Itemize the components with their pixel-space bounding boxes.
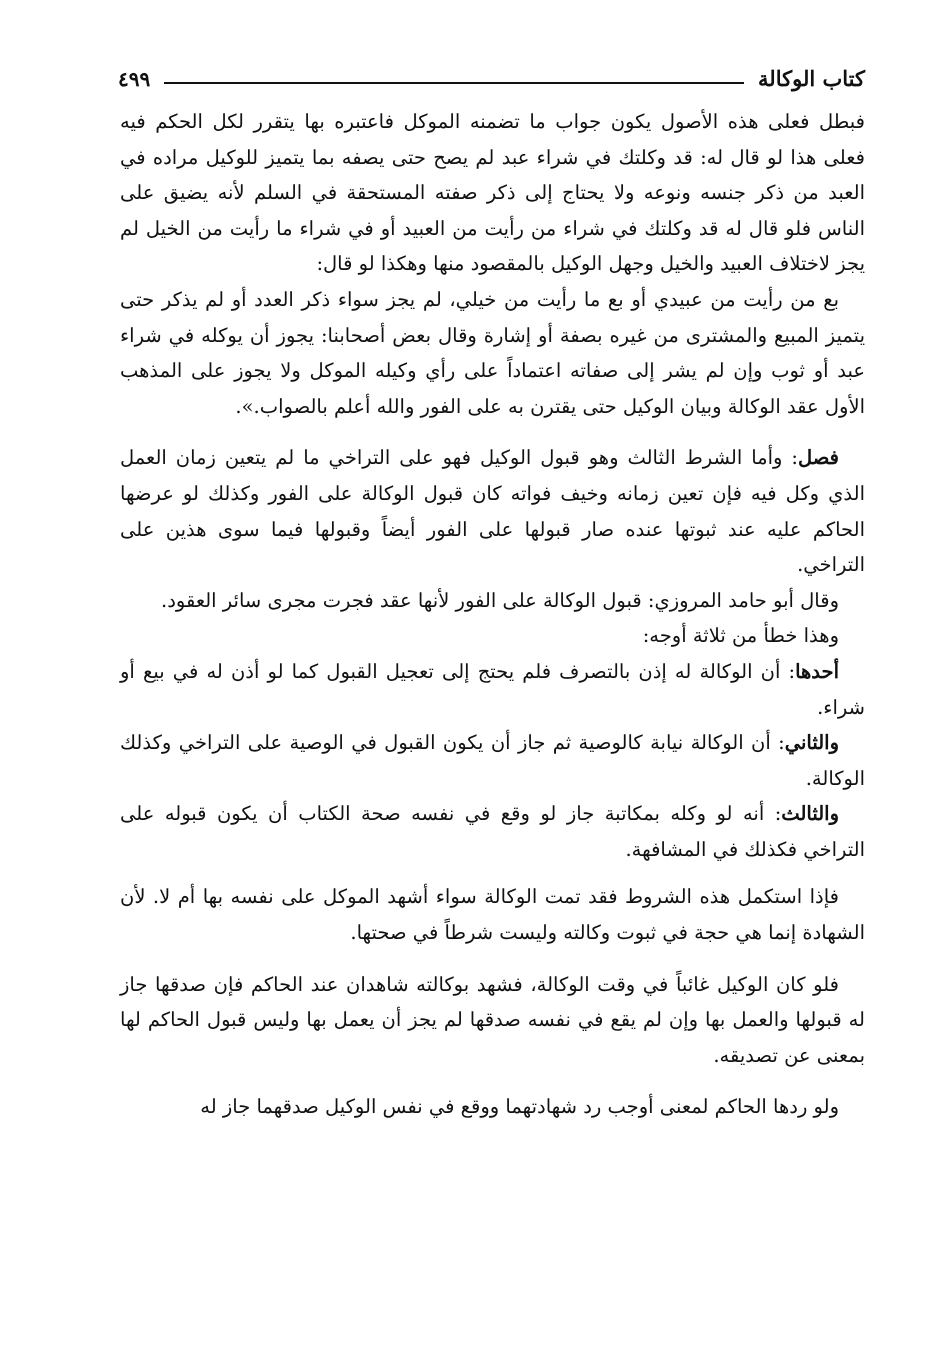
header-rule [164, 82, 744, 84]
paragraph [120, 1089, 865, 1125]
paragraph-text: فلو كان الوكيل غائباً في وقت الوكالة، فشهد بوكالته شاهدان عند الحاكم فإن صدقها جاز له قبولها والعمل بها وإن لم يقع في نفسه صدقها لم يجز أن يعمل بها وليس قبول الحاكم لها بمعنى عن تصديقه. [120, 972, 865, 1067]
paragraph [120, 104, 865, 282]
paragraph [120, 618, 865, 654]
point-paragraph [120, 725, 865, 796]
paragraph [120, 282, 865, 424]
section-keyword: فصل [798, 446, 839, 470]
paragraph [120, 583, 865, 619]
page-number: ٤٩٩ [118, 67, 151, 91]
paragraph [120, 879, 865, 950]
point-keyword: أحدها [795, 659, 839, 683]
point-keyword: والثاني [784, 731, 839, 755]
paragraph-text: وقال أبو حامد المروزي: قبول الوكالة على الفور لأنها عقد فجرت مجرى سائر العقود. [161, 588, 839, 612]
running-title: كتاب الوكالة [758, 66, 865, 91]
paragraph-text: ولو ردها الحاكم لمعنى أوجب رد شهادتهما ووقع في نفس الوكيل صدقهما جاز له [200, 1095, 839, 1119]
paragraph-text: فبطل فعلى هذه الأصول يكون جواب ما تضمنه الموكل فاعتبره بها يتقرر لكل الحكم فيه فعلى هذا لو قال له: قد وكلتك في شراء عبد لم يصح حتى يصفه بما يتميز للوكيل مراده في العبد من ذكر جنسه ونوعه ولا يحتاج إلى ذكر صفته المستحقة في السلم لأنه يضيق على الناس فلو قال له قد وكلتك في شراء من رأيت من العبيد أو في شراء ما رأيت من الخيل لم يجز لاختلاف العبيد والخيل وجهل الوكيل بالمقصود منها وهكذا لو قال: [120, 110, 865, 276]
paragraph-text: : وأما الشرط الثالث وهو قبول الوكيل فهو على التراخي ما لم يتعين زمان العمل الذي وكل فيه فإن تعين زمانه وخيف فواته كان قبول الوكالة على الفور وكذلك لو عرضها الحاكم عليه عند ثبوتها عنده صار قبولها على الفور أيضاً وقبولها فيما سوى هذين على التراخي. [120, 446, 865, 577]
point-paragraph [120, 796, 865, 867]
page-header [118, 58, 865, 92]
paragraph-text: بع من رأيت من عبيدي أو بع ما رأيت من خيلي، لم يجز سواء ذكر العدد أو لم يذكر حتى يتميز المبيع والمشترى من غيره بصفة أو إشارة وقال بعض أصحابنا: يجوز أن يوكله في شراء عبد أو ثوب وإن لم يشر إلى صفاته اعتماداً على رأي وكيله الموكل ولا يجوز على المذهب الأول عقد الوكالة وبيان الوكيل حتى يقترن به على الفور والله أعلم بالصواب.». [120, 287, 865, 418]
paragraph-text: : أن الوكالة نيابة كالوصية ثم جاز أن يكون القبول في الوصية على التراخي وكذلك الوكالة. [120, 731, 865, 790]
paragraph-text: : أنه لو وكله بمكاتبة جاز لو وقع في نفسه صحة الكتاب أن يكون قبوله على التراخي فكذلك في المشافهة. [120, 802, 865, 861]
page-body [120, 104, 865, 1125]
section-paragraph [120, 440, 865, 582]
paragraph-text: وهذا خطأ من ثلاثة أوجه: [642, 624, 839, 648]
point-keyword: والثالث [781, 802, 839, 826]
paragraph-text: : أن الوكالة له إذن بالتصرف فلم يحتج إلى تعجيل القبول كما لو أذن له في بيع أو شراء. [120, 659, 865, 719]
paragraph [120, 967, 865, 1074]
point-paragraph [120, 654, 865, 725]
paragraph-text: فإذا استكمل هذه الشروط فقد تمت الوكالة سواء أشهد الموكل على نفسه بها أم لا. لأن الشهادة إنما هي حجة في ثبوت وكالته وليست شرطاً في صحتها. [120, 885, 865, 945]
